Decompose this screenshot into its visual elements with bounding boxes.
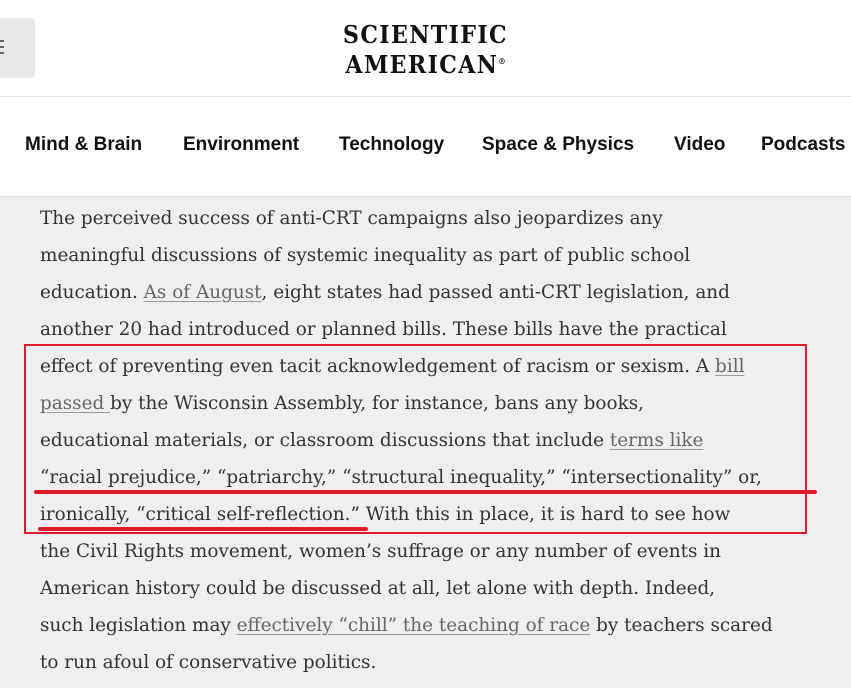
text-run: such legislation may — [40, 615, 237, 636]
text-run: by the Wisconsin Assembly, for instance, bans any books, — [110, 393, 644, 414]
inline-link[interactable]: effectively “chill” the teaching of race — [236, 615, 591, 636]
main-nav — [0, 97, 851, 197]
underline-annotation — [38, 527, 368, 531]
nav-item-environment[interactable]: Environment — [183, 134, 300, 155]
inline-link[interactable]: bill — [715, 356, 745, 377]
inline-link[interactable]: As of August — [143, 282, 262, 303]
text-run: ironically, “critical self-reflection.” — [40, 504, 360, 525]
hamburger-menu-icon — [0, 40, 4, 54]
text-run: to run afoul of conservative politics. — [40, 652, 377, 673]
nav-item-mind-brain[interactable]: Mind & Brain — [25, 134, 143, 155]
site-header — [0, 0, 851, 97]
text-run: effect of preventing even tacit acknowledgement of racism or sexism. A — [40, 356, 716, 377]
text-run: meaningful discussions of systemic inequality as part of public school — [40, 245, 691, 266]
nav-item-podcasts[interactable]: Podcasts — [761, 134, 846, 155]
underline-annotation — [34, 490, 817, 494]
logo-line-2 — [34, 48, 817, 78]
nav-item-technology[interactable]: Technology — [339, 134, 445, 155]
text-run: American history could be discussed at all, let alone with depth. Indeed, — [40, 578, 716, 599]
text-run: the Civil Rights movement, women’s suffrage or any number of events in — [40, 541, 721, 562]
logo-line-1: SCIENTIFIC — [343, 20, 508, 49]
paragraph-line — [40, 311, 830, 348]
paragraph-line — [40, 570, 830, 607]
nav-item-space-physics[interactable]: Space & Physics — [482, 134, 635, 155]
text-run: , eight states had passed anti-CRT legislation, and — [261, 282, 730, 303]
text-run: With this in place, it is hard to see how — [359, 504, 731, 525]
text-run: by teachers scared — [590, 615, 773, 636]
paragraph-line — [40, 237, 830, 274]
highlight-box-annotation — [24, 344, 807, 534]
site-logo[interactable] — [34, 22, 817, 78]
paragraph-line — [40, 274, 830, 311]
text-run: The perceived success of anti-CRT campaigns also jeopardizes any — [40, 208, 663, 229]
paragraph-line — [40, 533, 830, 570]
logo-line-2-text: AMERICAN — [345, 50, 499, 79]
text-run: educational materials, or classroom discussions that include — [40, 430, 610, 451]
text-run: another 20 had introduced or planned bills. These bills have the practical — [40, 319, 727, 340]
registered-mark: ® — [498, 56, 506, 66]
paragraph-line — [40, 607, 830, 644]
nav-item-video[interactable]: Video — [674, 134, 726, 155]
text-run: “racial prejudice,” “patriarchy,” “structural inequality,” “intersectionality” or, — [40, 467, 762, 488]
inline-link[interactable]: terms like — [609, 430, 704, 451]
text-run: education. — [40, 282, 144, 303]
paragraph-line — [40, 200, 830, 237]
menu-button[interactable] — [0, 18, 35, 78]
paragraph-line — [40, 644, 830, 681]
inline-link[interactable]: passed — [40, 393, 111, 414]
